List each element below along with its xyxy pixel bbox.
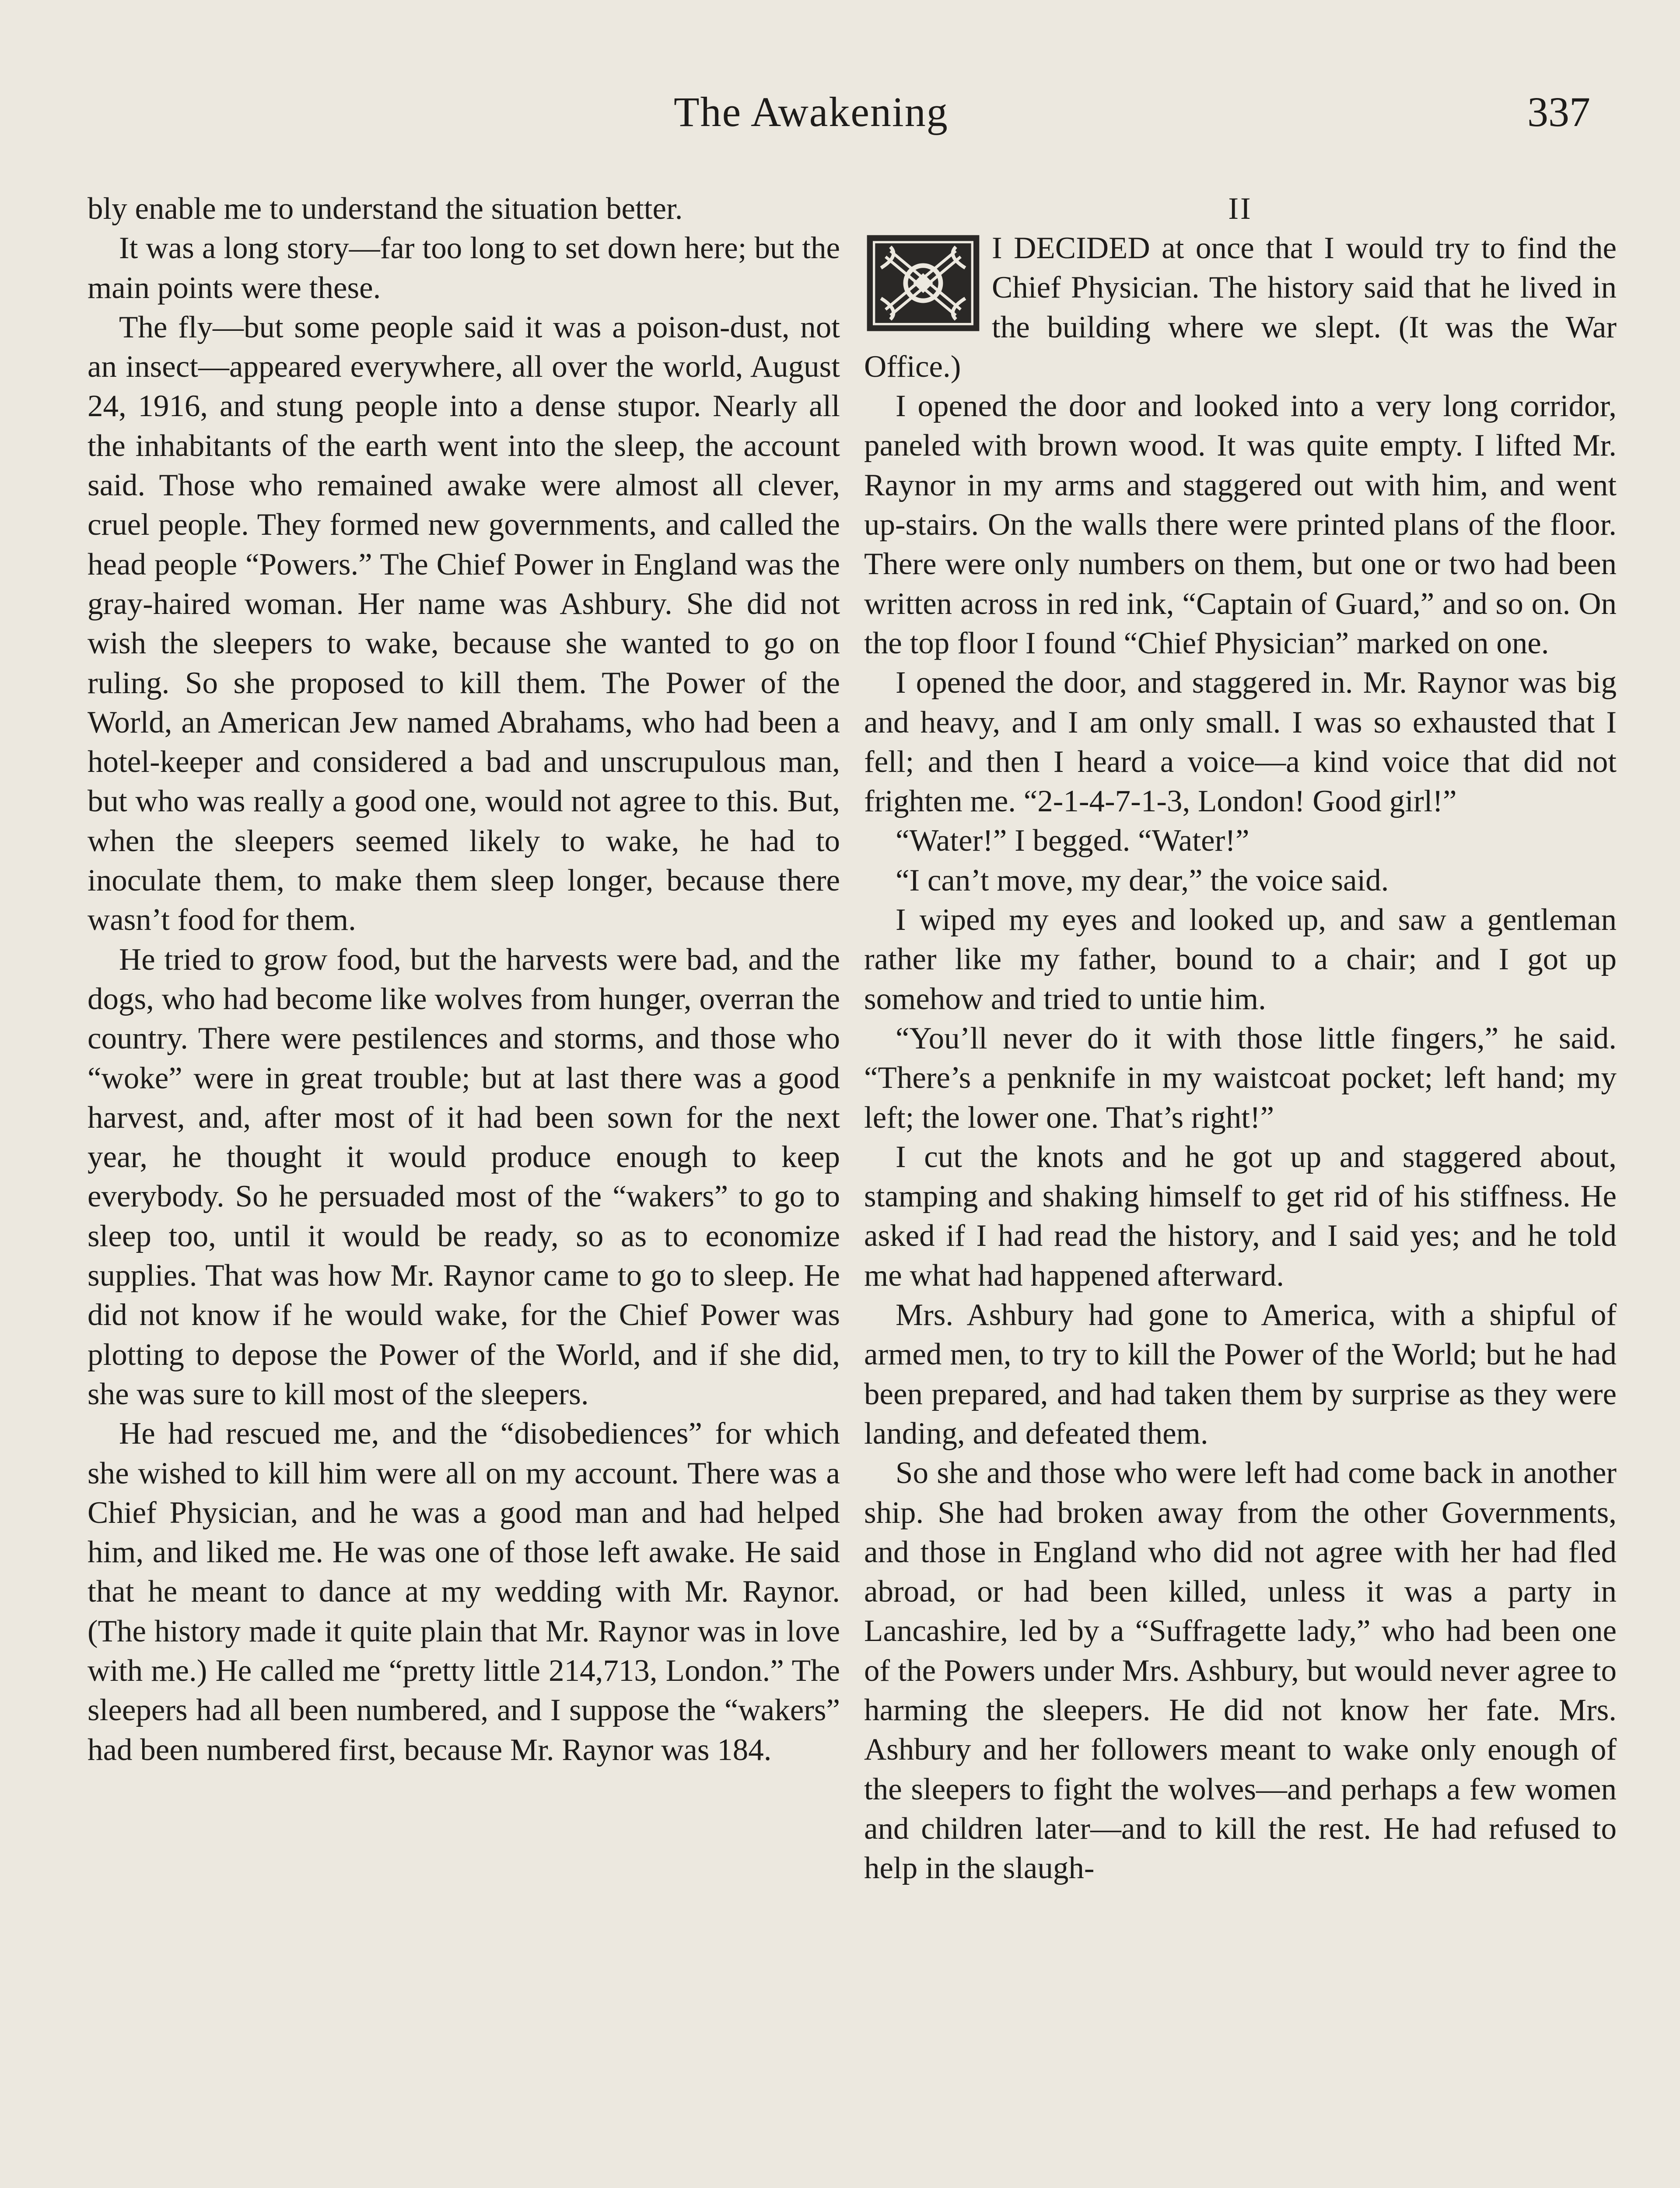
paragraph: “Water!” I begged. “Water!” <box>896 824 1250 858</box>
paragraph: So she and those who were left had come back in another ship. She had broken away from the other Governments, and those in England who did not agree with her had fled abroad, or had been killed, unless it was a party in Lancashire, led by a “Suffragette lady,” who had been one of the Powers under Mrs. Ashbury, but would never agree to harming the sleepers. He did not know her fate. Mrs. Ashbury and her followers meant to wake only enough of the sleepers to fight the wolves—and perhaps a few women and children later—and to kill the rest. He had refused to help in the slaugh- <box>864 1456 1617 1886</box>
right-column <box>864 189 1617 1888</box>
paragraph: “I can’t move, my dear,” the voice said. <box>896 863 1389 898</box>
paragraph: It was a long story—far too long to set down here; but the main points were these. <box>88 231 840 305</box>
paragraph: He tried to grow food, but the harvests were bad, and the dogs, who had become like wolves from hunger, overran the country. There were pestilences and storms, and those who “woke” were in great trouble; but at last there was a good harvest, and, after most of it had been sown for the next year, he thought it would produce enough to keep everybody. So he persuaded most of the “wakers” to go to sleep too, until it would be ready, so as to economize supplies. That was how Mr. Raynor came to go to sleep. He did not know if he would wake, for the Chief Power was plotting to depose the Power of the World, and if she did, she was sure to kill most of the sleepers. <box>88 942 840 1411</box>
paragraph: I wiped my eyes and looked up, and saw a gentleman rather like my father, bound to a chair; and I got up somehow and tried to untie him. <box>864 903 1617 1016</box>
ornamental-knot-initial-icon <box>864 233 982 333</box>
paragraph: I opened the door, and staggered in. Mr. Raynor was big and heavy, and I am only small. I was so exhausted that I fell; and then I heard a voice—a kind voice that did not frighten me. “2-1-4-7-1-3, London! Good girl!” <box>864 666 1617 819</box>
paragraph: bly enable me to understand the situation better. <box>88 192 683 226</box>
left-column <box>88 189 840 1770</box>
paragraph: I opened the door and looked into a very long corridor, paneled with brown wood. It was quite empty. I lifted Mr. Raynor in my arms and staggered out with him, and went up-stairs. On the walls there were printed plans of the floor. There were only numbers on them, but one or two had been written across in red ink, “Captain of Guard,” and so on. On the top floor I found “Chief Physician” marked on one. <box>864 389 1617 660</box>
paragraph: He had rescued me, and the “disobediences” for which she wished to kill him were all on my account. There was a Chief Physician, and he was a good man and had helped him, and liked me. He was one of those left awake. He said that he meant to dance at my wedding with Mr. Raynor. (The history made it quite plain that Mr. Raynor was in love with me.) He called me “pretty little 214,713, London.” The sleepers had all been numbered, and I suppose the “wakers” had been numbered first, because Mr. Raynor was 184. <box>88 1417 840 1767</box>
paragraph: “You’ll never do it with those little fingers,” he said. “There’s a penknife in my waistcoat pocket; left hand; my left; the lower one. That’s right!” <box>864 1021 1617 1135</box>
paragraph: I DECIDED at once that I would try to find the Chief Physician. The history said that he lived in the building where we slept. (It was the War Office.) <box>864 231 1617 384</box>
paragraph: I cut the knots and he got up and staggered about, stamping and shaking himself to get rid of his stiffness. He asked if I had read the history, and I said yes; and he told me what had happened afterward. <box>864 1140 1617 1293</box>
paragraph: The fly—but some people said it was a poison-dust, not an insect—appeared everywhere, all over the world, August 24, 1916, and stung people into a dense stupor. Nearly all the inhabitants of the earth went into the sleep, the account said. Those who remained awake were almost all clever, cruel people. They formed new governments, and called the head people “Powers.” The Chief Power in England was the gray-haired woman. Her name was Ashbury. She did not wish the sleepers to wake, because she wanted to go on ruling. So she proposed to kill them. The Power of the World, an American Jew named Abrahams, who had been a hotel-keeper and considered a bad and unscrupulous man, but who was really a good one, would not agree to this. But, when the sleepers seemed likely to wake, he had to inoculate them, to make them sleep longer, because there wasn’t food for them. <box>88 310 840 937</box>
page-header <box>0 88 1680 149</box>
section-heading: II <box>1228 192 1253 226</box>
paragraph: Mrs. Ashbury had gone to America, with a shipful of armed men, to try to kill the Power of the World; but he had been prepared, and had taken them by surprise as they were landing, and defeated them. <box>864 1298 1617 1451</box>
running-title: The Awakening <box>674 88 948 135</box>
page-number: 337 <box>1527 88 1590 135</box>
